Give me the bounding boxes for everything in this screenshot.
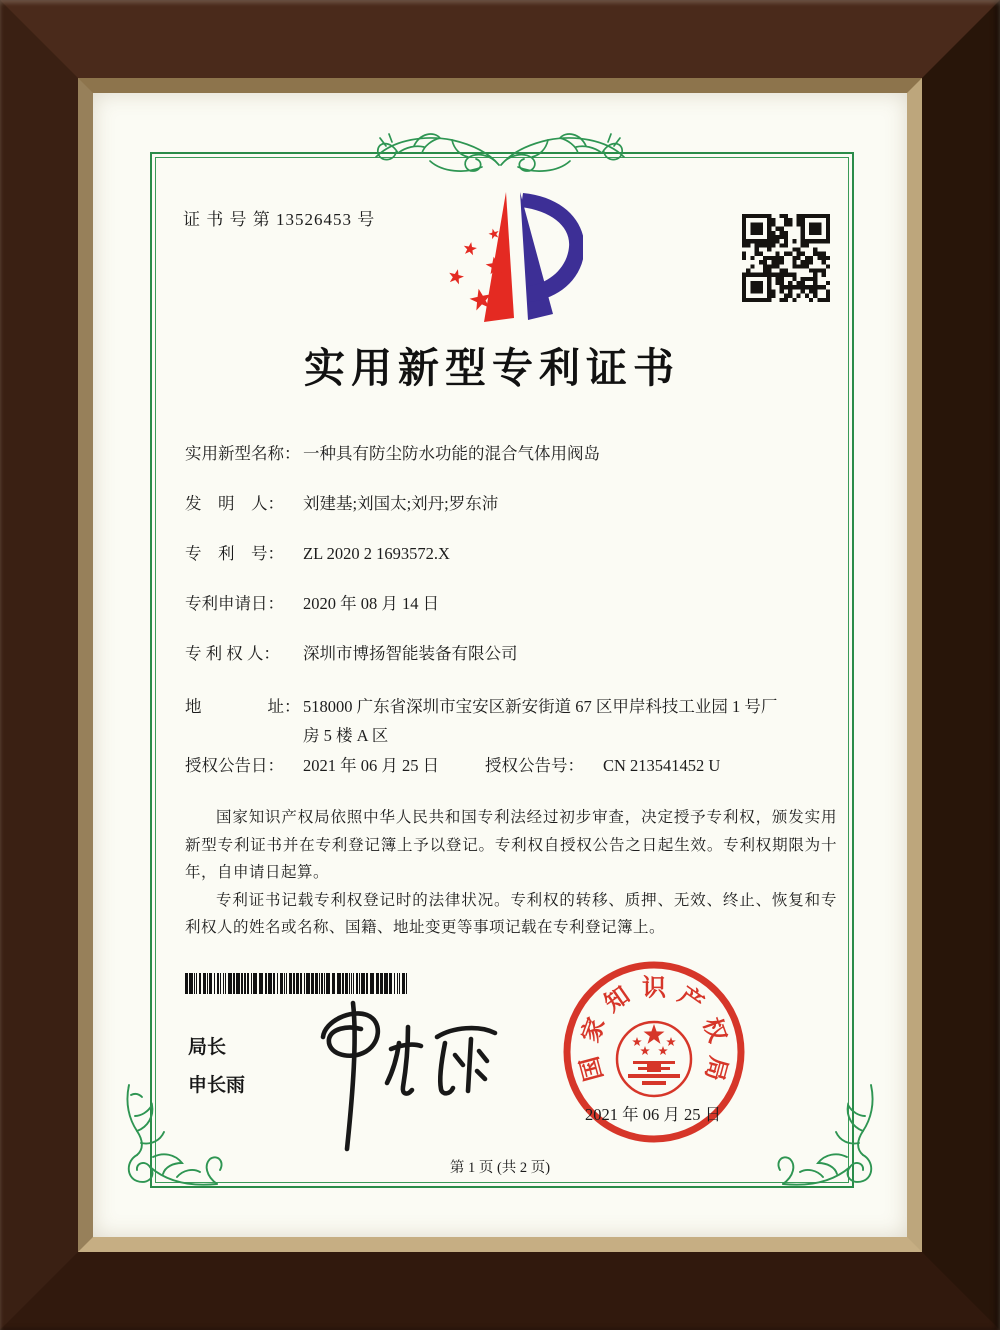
commissioner-signature <box>295 991 515 1156</box>
svg-text:知: 知 <box>599 981 635 1018</box>
field-label: 地 址： <box>185 697 301 716</box>
field-label: 专 利 号： <box>185 544 284 563</box>
certificate-title: 实用新型专利证书 <box>304 345 680 391</box>
field-filing-date <box>185 592 837 616</box>
svg-text:产: 产 <box>673 981 709 1018</box>
cnipa-logo-icon <box>431 187 583 329</box>
commissioner-name: 申长雨 <box>188 1075 246 1096</box>
ornament-top-dragons <box>372 126 628 184</box>
certificate-body <box>185 442 837 942</box>
field-value: 一种具有防尘防水功能的混合气体用阀岛 <box>303 444 600 463</box>
svg-text:权: 权 <box>697 1014 731 1047</box>
field-patent-number <box>185 542 837 566</box>
field-value: CN 213541452 U <box>603 756 721 775</box>
field-label: 发 明 人： <box>185 494 284 513</box>
field-value: 2020 年 08 月 14 日 <box>303 594 440 613</box>
gold-bevel <box>78 78 922 1252</box>
field-grant-number <box>485 754 720 778</box>
field-value: 2021 年 06 月 25 日 <box>303 756 440 775</box>
field-value: 518000 广东省深圳市宝安区新安街道 67 区甲岸科技工业园 1 号厂房 5 楼 A 区 <box>303 697 778 745</box>
field-utility-model-name <box>185 442 837 466</box>
svg-text:局: 局 <box>699 1053 732 1084</box>
field-value: 刘建基;刘国太;刘丹;罗东沛 <box>303 494 499 513</box>
legal-paragraph-2: 专利证书记载专利权登记时的法律状况。专利权的转移、质押、无效、终止、恢复和专利权人的姓名或名称、国籍、地址变更等事项记载在专利登记簿上。 <box>185 891 837 936</box>
field-address <box>185 692 837 750</box>
field-value: ZL 2020 2 1693572.X <box>303 544 450 563</box>
field-grant-row <box>185 754 837 778</box>
qr-code <box>742 214 830 302</box>
field-label: 专 利 权 人： <box>185 644 280 663</box>
field-inventors <box>185 492 837 516</box>
field-label: 授权公告号： <box>485 756 584 775</box>
field-value: 深圳市博扬智能装备有限公司 <box>303 644 518 663</box>
page-footer: 第 1 页 (共 2 页) <box>449 1160 551 1176</box>
seal-date: 2021 年 06 月 25 日 <box>584 1105 722 1124</box>
field-patentee <box>185 642 837 666</box>
field-label: 实用新型名称： <box>185 444 301 463</box>
svg-text:国: 国 <box>576 1053 609 1084</box>
certificate-paper <box>93 93 907 1237</box>
svg-text:家: 家 <box>577 1014 611 1047</box>
legal-paragraph-1: 国家知识产权局依照中华人民共和国专利法经过初步审查，决定授予专利权，颁发实用新型专利证书并在专利登记簿上予以登记。专利权自授权公告之日起生效。专利权期限为十年，自申请日起算。 <box>185 809 837 881</box>
certificate-number: 证 书 号 第 13526453 号 <box>183 210 376 229</box>
commissioner-title: 局长 <box>188 1037 227 1058</box>
legal-paragraphs <box>185 804 837 942</box>
svg-text:识: 识 <box>642 974 666 1002</box>
commissioner-block <box>188 1029 245 1105</box>
field-label: 专利申请日： <box>185 594 284 613</box>
ornament-bottom-right <box>771 1081 881 1197</box>
field-grant-date <box>185 754 485 778</box>
field-label: 授权公告日： <box>185 756 284 775</box>
